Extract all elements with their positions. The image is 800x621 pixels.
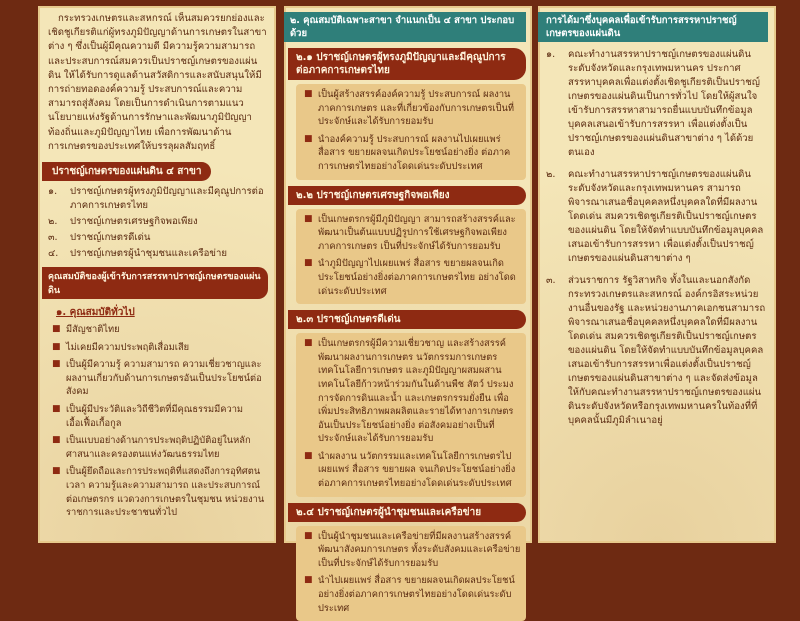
section-title: ๒.๑ ปราชญ์เกษตรผู้ทรงภูมิปัญญาและมีคุณูปการต่อภาคการเกษตรไทย — [288, 48, 526, 80]
panel-middle — [284, 6, 532, 614]
list-item: ■ นำผลงาน นวัตกรรมและเทคโนโลยีการเกษตรไปเผยแพร่ สื่อสาร ขยายผล จนเกิดประโยชน์อย่างยิ่งต่อภาคการเกษตรไทยอย่างโดดเด่นระดับประเทศ — [304, 450, 516, 490]
section-title: ๒.๒ ปราชญ์เกษตรเศรษฐกิจพอเพียง — [288, 186, 526, 205]
list-item: ■ นำไปเผยแพร่ สื่อสาร ขยายผลจนเกิดผลประโยชน์อย่างยิ่งต่อภาคการเกษตรไทยอย่างโดดเด่นระดับประเทศ — [304, 575, 515, 614]
list-item: ■ นำภูมิปัญญาไปเผยแพร่ สื่อสาร ขยายผลจนเกิดประโยชน์อย่างยิ่งต่อภาคการเกษตรไทย อย่างโดดเด่นระดับประเทศ — [304, 258, 516, 297]
bullet-icon: ■ — [52, 466, 61, 477]
panel-right — [538, 6, 776, 543]
bullet-icon: ■ — [304, 338, 313, 349]
list-item: ■ เป็นผู้มีประวัติและวิถีชีวิตที่มีคุณธรรมมีความเอื้อเฟื้อเกื้อกูล — [52, 404, 244, 429]
section-box — [296, 209, 526, 305]
section-title: ๒.๔ ปราชญ์เกษตรผู้นำชุมชนและเครือข่าย — [288, 503, 526, 522]
intro-paragraph: กระทรวงเกษตรและสหกรณ์ เห็นสมควรยกย่องและเชิดชูเกียรติแก่ผู้ทรงภูมิปัญญาด้านการเกษตรในสาขาต่าง ๆ ซึ่งเป็นผู้มีคุณความดี มีความรู้ความสามารถและประสบการณ์สมควรเป็นปราชญ์เกษตรของแผ่นดิน ให้ได้รับการดูแลด้านสวัสดิการและสนับสนุนให้มีการถ่ายทอดองค์ความรู้ ประสบการณ์และความสามารถสู่สังคม โดยเป็นการดำเนินการตามแนวนโยบายแห่งรัฐด้านการรักษาและพัฒนาภูมิปัญญาท้องถิ่นและภูมิปัญญาไทย เพื่อการพัฒนาด้านการเกษตรของประเทศให้บรรลุผลสัมฤทธิ์ — [48, 13, 267, 152]
bullet-icon: ■ — [304, 133, 313, 144]
bullet-icon: ■ — [52, 404, 61, 414]
list-item: ■ นำองค์ความรู้ ประสบการณ์ ผลงานไปเผยแพร่สื่อสาร ขยายผลจนเกิดประโยชน์อย่างยิ่ง ต่อภาคการเกษตรไทยอย่างโดดเด่นระดับประเทศ — [304, 133, 511, 172]
section-box — [296, 333, 526, 497]
bullet-icon: ■ — [52, 324, 61, 335]
bullet-icon: ■ — [52, 435, 61, 446]
list-item: ๒. ปราชญ์เกษตรเศรษฐกิจพอเพียง — [48, 216, 198, 228]
bullet-icon: ■ — [52, 341, 61, 352]
list-item: ๔. ปราชญ์เกษตรผู้นำชุมชนและเครือข่าย — [48, 248, 227, 260]
section-box — [296, 84, 526, 180]
list-item: ๓. ส่วนราชการ รัฐวิสาหกิจ ทั้งในและนอกสังกัดกระทรวงเกษตรและสหกรณ์ องค์กรอิสระหน่วยงานอื่นของรัฐ และหน่วยงานภาคเอกชนสามารถพิจารณาเสนอชื่อบุคคลหนึ่งบุคคลใดที่มีผลงานโดดเด่น สมควรเชิดชูเกียรติเป็นปราชญ์เกษตรของแผ่นดิน โดยให้จัดทำแบบบันทึกข้อมูลบุคคลเสนอเข้ารับการสรรหาเพื่อแต่งตั้งเป็นปราชญ์เกษตรของแผ่นดินสาขาต่าง ๆ และจัดส่งข้อมูลให้กับคณะทำงานสรรหาปราชญ์เกษตรของแผ่นดินระดับจังหวัดหรือกรุงเทพมหานครในท้องที่ที่บุคคลนั้นมีภูมิลำเนาอยู่ — [546, 275, 766, 426]
list-item: ■ เป็นแบบอย่างด้านการประพฤติปฏิบัติอยู่ในหลักศาสนาและครองตนแห่งวัฒนธรรมไทย — [52, 435, 251, 460]
list-item: ๑. คณะทำงานสรรหาปราชญ์เกษตรของแผ่นดินระดับจังหวัดและกรุงเทพมหานคร ประกาศสรรหาบุคคลเพื่อแต่งตั้งเชิดชูเกียรติเป็นปราชญ์เกษตรของแผ่นดินเป็นการทั่วไป โดยให้ผู้สนใจเข้ารับการสรรหาสามารถยื่นแบบบันทึกข้อมูลบุคคลเสนอเข้ารับการสรรหา เพื่อแต่งตั้งเป็นปราชญ์เกษตรของแผ่นดินสาขาต่าง ๆ ได้ด้วยตนเอง — [546, 49, 760, 158]
list-item: ■ เป็นผู้สร้างสรรค์องค์ความรู้ ประสบการณ์ ผลงานภาคการเกษตร และที่เกี่ยวข้องกับการเกษตรเป็นที่ประจักษ์และได้รับการยอมรับ — [304, 89, 514, 128]
branches-header: ปราชญ์เกษตรของแผ่นดิน ๔ สาขา — [42, 162, 211, 181]
panel-left — [38, 6, 276, 543]
general-qualification-subtitle: ๑. คุณสมบัติทั่วไป — [56, 307, 135, 319]
list-item: ■ ไม่เคยมีความประพฤติเสื่อมเสีย — [52, 341, 190, 353]
qualification-list — [48, 323, 268, 520]
selection-process-header: การได้มาซึ่งบุคคลเพื่อเข้ารับการสรรหาปราชญ์เกษตรของแผ่นดิน — [538, 12, 768, 42]
branches-list — [48, 185, 268, 261]
bullet-icon: ■ — [52, 359, 61, 370]
bullet-icon: ■ — [304, 89, 313, 99]
bullet-icon: ■ — [304, 530, 313, 541]
selection-process-list — [538, 48, 768, 428]
section-title: ๒.๓ ปราชญ์เกษตรดีเด่น — [288, 310, 526, 329]
bullet-icon: ■ — [304, 450, 313, 461]
bullet-icon: ■ — [304, 213, 313, 224]
list-item: ■ เป็นผู้นำชุมชนและเครือข่ายที่มีผลงานสร้างสรรค์พัฒนาสังคมการเกษตร ทั้งระดับสังคมและเครือข่ายเป็นที่ประจักษ์ได้รับการยอมรับ — [304, 530, 521, 569]
list-item: ■ เป็นผู้มีความรู้ ความสามารถ ความเชี่ยวชาญและผลงานเกี่ยวกับด้านการเกษตรอันเป็นประโยชน์ต่อสังคม — [52, 359, 262, 398]
specific-qualification-header: ๒. คุณสมบัติเฉพาะสาขา จำแนกเป็น ๔ สาขา ประกอบด้วย — [284, 12, 526, 42]
list-item: ■ เป็นเกษตรกรผู้มีภูมิปัญญา สามารถสร้างสรรค์และพัฒนาเป็นต้นแบบปฏิรูปการใช้เศรษฐกิจพอเพียงภาคการเกษตร เป็นที่ประจักษ์ได้รับการยอมรับ — [304, 213, 516, 252]
list-item: ■ มีสัญชาติไทย — [52, 324, 120, 336]
qualification-header: คุณสมบัติของผู้เข้ารับการสรรหาปราชญ์เกษตรของแผ่นดิน — [42, 267, 268, 299]
bullet-icon: ■ — [304, 258, 313, 269]
list-item: ๓. ปราชญ์เกษตรดีเด่น — [48, 232, 151, 244]
section-box — [296, 526, 526, 621]
list-item: ■ เป็นผู้ยึดถือและการประพฤติที่แสดงถึงการอุทิศตนเวลา ความรู้และความสามารถ และประสบการณ์ต่อเกษตรกร แวดวงการเกษตรในชุมชน หน่วยงานราชการและประชาชนทั่วไป — [52, 466, 265, 519]
list-item: ๒. คณะทำงานสรรหาปราชญ์เกษตรของแผ่นดินระดับจังหวัดและกรุงเทพมหานคร สามารถพิจารณาเสนอชื่อบุคคลหนึ่งบุคคลใดที่มีผลงานโดดเด่น สมควรเชิดชูเกียรติเป็นปราชญ์เกษตรของแผ่นดิน โดยให้จัดทำแบบบันทึกข้อมูลบุคคลเสนอเข้ารับการสรรหา เพื่อแต่งตั้งเป็นปราชญ์เกษตรของแผ่นดินสาขาต่าง ๆ — [546, 169, 764, 264]
list-item: ๑. ปราชญ์เกษตรผู้ทรงภูมิปัญญาและมีคุณูปการต่อภาคการเกษตรไทย — [48, 186, 264, 212]
list-item: ■ เป็นเกษตรกรผู้มีความเชี่ยวชาญ และสร้างสรรค์พัฒนาผลงานการเกษตร นวัตกรรมการเกษตรเทคโนโลยีการเกษตร และภูมิปัญญาผสมผสานเทคโนโลยีก้าวหน้าร่วมกันในด้านพืช สัตว์ ประมง การจัดการดินและน้ำ และเกษตรกรรมยั่งยืน เพื่อเพิ่มประสิทธิภาพผลผลิตและรายได้ทางการเกษตร อันเป็นประโยชน์อย่างยิ่ง ต่อสังคมอย่างเป็นที่ประจักษ์และได้รับการยอมรับ — [304, 338, 514, 445]
bullet-icon: ■ — [304, 575, 313, 586]
